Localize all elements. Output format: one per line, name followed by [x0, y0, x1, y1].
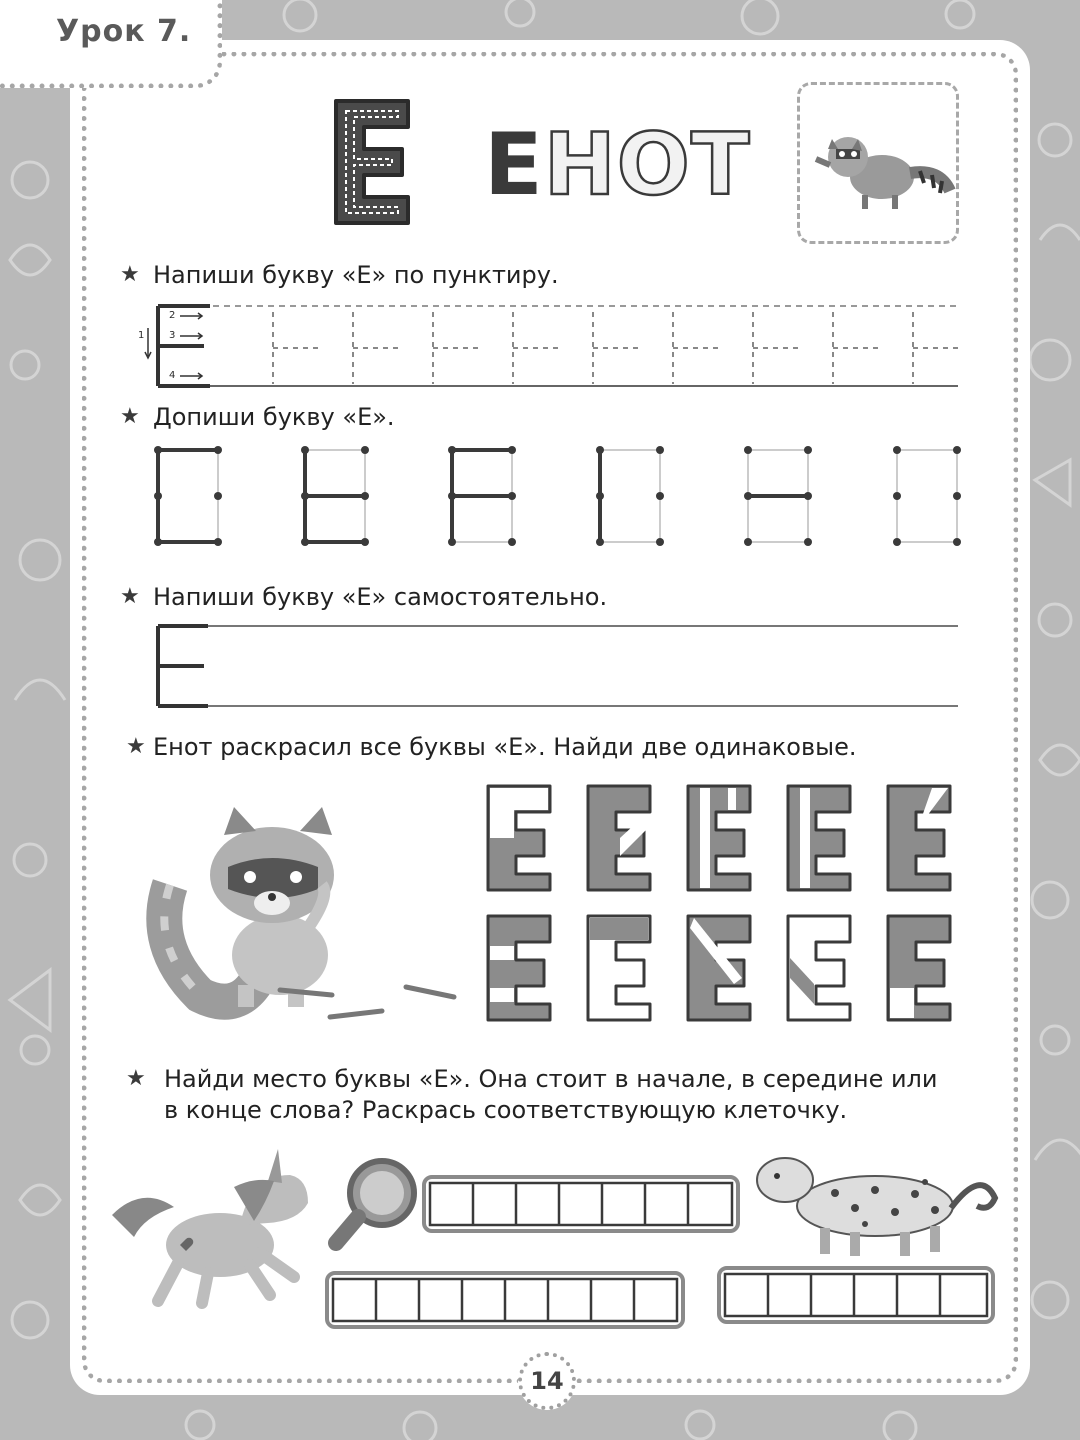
- title-word-rest: НОТ: [543, 115, 751, 215]
- big-letter-e: [330, 95, 415, 230]
- stroke-number-1: 1: [138, 330, 145, 341]
- cell-strip-cheetah: [717, 1266, 995, 1324]
- letter-e-grid: [484, 778, 964, 1028]
- title-word-first-letter: Е: [484, 115, 544, 215]
- cell-strip-magnifier: [422, 1175, 740, 1233]
- stroke-number-3: 3: [169, 330, 176, 341]
- raccoon-with-pencils: [150, 805, 470, 1025]
- lesson-number: Урок 7.: [56, 14, 192, 49]
- star-icon: ★: [126, 1066, 146, 1091]
- cell-strip-unicorn: [325, 1271, 685, 1329]
- task-find-position-line2: в конце слова? Раскрась соответствующую клеточку.: [164, 1096, 848, 1124]
- task-find-position-line1: Найди место буквы «Е». Она стоит в начале, в середине или: [164, 1065, 938, 1093]
- task-complete-letter: Допиши букву «Е».: [153, 403, 395, 431]
- stroke-number-2: 2: [169, 310, 176, 321]
- dot-grids: [150, 442, 970, 552]
- star-icon: ★: [120, 262, 140, 287]
- star-icon: ★: [120, 584, 140, 609]
- task-trace-letter: Напиши букву «Е» по пунктиру.: [153, 261, 559, 289]
- writing-lines: [150, 622, 960, 712]
- cheetah-picture: [755, 1148, 1005, 1258]
- task-write-independently: Напиши букву «Е» самостоятельно.: [153, 583, 608, 611]
- star-icon: ★: [120, 404, 140, 429]
- star-icon: ★: [126, 734, 146, 759]
- raccoon-picture-box: [797, 82, 959, 244]
- stroke-number-4: 4: [169, 370, 176, 381]
- tracing-lines: [138, 298, 958, 398]
- task-find-identical: Енот раскрасил все буквы «Е». Найди две одинаковые.: [153, 733, 857, 761]
- raccoon-picture: [800, 85, 956, 241]
- lesson-tab: [0, 0, 222, 88]
- unicorn-picture: [100, 1145, 320, 1305]
- page-number: 14: [518, 1352, 576, 1410]
- title-word: [484, 115, 751, 215]
- magnifier-picture: [322, 1155, 422, 1255]
